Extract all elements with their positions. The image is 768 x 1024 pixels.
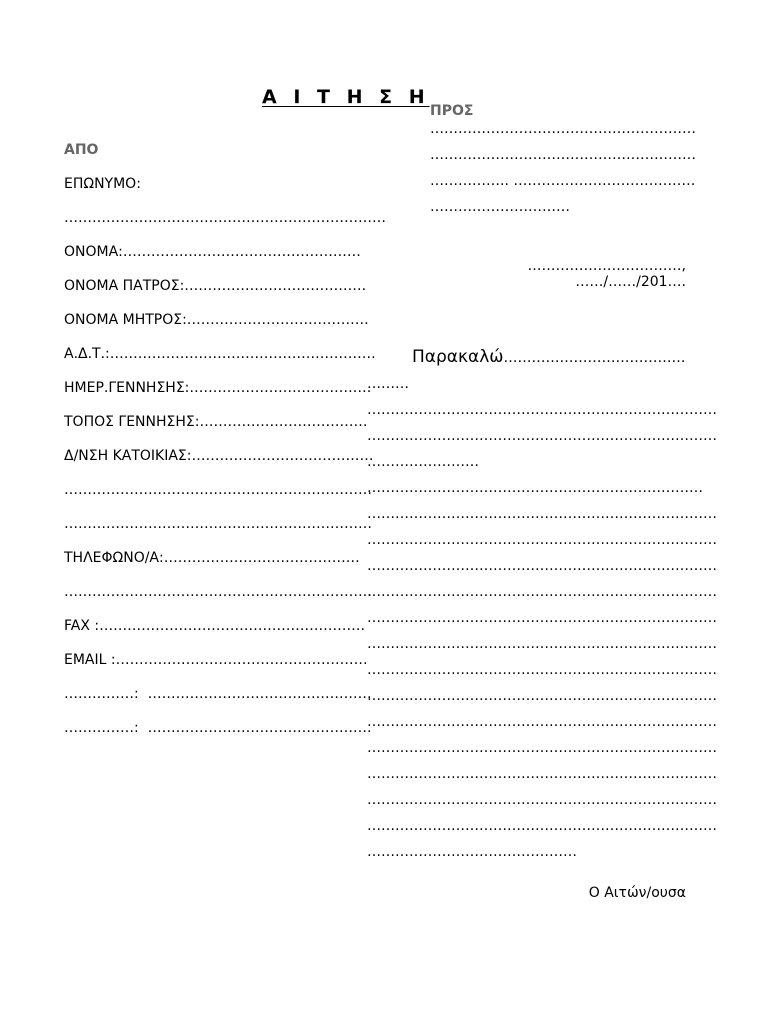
request-line[interactable]: ………………………………………………………………… [367, 584, 717, 600]
request-line[interactable]: ……………………………………………………………… [367, 480, 703, 496]
request-line[interactable]: …………………… [367, 454, 479, 470]
request-intro: Παρακαλώ [412, 347, 504, 367]
request-line[interactable]: ………………………………………………………………… [367, 740, 717, 756]
date-field[interactable]: ……/……/201…. [575, 274, 686, 290]
recipient-line-3[interactable]: …………….. ………………………………… [430, 173, 696, 189]
request-line[interactable]: ………………………………………………………………… [367, 532, 717, 548]
request-line[interactable]: ………………………………………………………………… [367, 558, 717, 574]
request-line[interactable]: ………………………………………………………………… [367, 636, 717, 652]
request-line[interactable]: ………………………………………………………………… [367, 402, 717, 418]
mother-name-field[interactable]: ΟΝΟΜΑ ΜΗΤΡΟΣ:………………………………… [64, 312, 369, 328]
phone-line-2[interactable]: ………………………………………………………… [64, 584, 372, 600]
request-line[interactable]: ……………………………………… [367, 844, 577, 860]
address-line-3[interactable]: ………………………………………………………… [64, 516, 372, 532]
recipient-line-2[interactable]: ………………………………………………… [430, 147, 696, 163]
address-field[interactable]: Δ/ΝΣΗ ΚΑΤΟΙΚΙΑΣ:………………………………… [64, 448, 374, 464]
document-title: Α Ι Τ Η Σ Η [262, 86, 430, 108]
request-line[interactable]: ………………………………………………………………… [367, 610, 717, 626]
place-field[interactable]: ……………………………, [527, 258, 686, 274]
request-line[interactable]: ……… [367, 376, 409, 392]
name-field[interactable]: ΟΝΟΜΑ:…………………………………………… [64, 244, 361, 260]
request-line[interactable]: ………………………………………………………………… [367, 662, 717, 678]
recipient-line-4[interactable]: ………………………… [430, 199, 570, 215]
request-intro-dots[interactable]: ………………………………… [503, 350, 686, 366]
surname-label: ΕΠΩΝΥΜΟ: [64, 176, 141, 192]
email-field[interactable]: EMAIL :……………………………………………… [64, 652, 368, 668]
signature-label: Ο Αιτών/ουσα [588, 885, 686, 901]
request-intro-line [412, 349, 686, 366]
request-line[interactable]: ………………………………………………………………… [367, 688, 717, 704]
birth-date-field[interactable]: ΗΜΕΡ.ΓΕΝΝΗΣΗΣ:………………………………… [64, 380, 372, 396]
birth-place-field[interactable]: ΤΟΠΟΣ ΓΕΝΝΗΣΗΣ:……………………………… [64, 414, 368, 430]
request-line[interactable]: ………………………………………………………………… [367, 714, 717, 730]
father-name-field[interactable]: ΟΝΟΜΑ ΠΑΤΡΟΣ:………………………………… [64, 278, 367, 294]
extra-field-1[interactable]: ……………: ………………………………………… [64, 686, 372, 702]
surname-field[interactable]: …………………………………………………………… [64, 210, 386, 226]
from-heading: ΑΠΟ [64, 142, 99, 158]
recipient-line-1[interactable]: ………………………………………………… [430, 121, 696, 137]
request-line[interactable]: ………………………………………………………………… [367, 792, 717, 808]
request-line[interactable]: ………………………………………………………………… [367, 428, 717, 444]
request-line[interactable]: ………………………………………………………………… [367, 818, 717, 834]
to-heading: ΠΡΟΣ [430, 103, 474, 119]
request-line[interactable]: ………………………………………………………………… [367, 766, 717, 782]
phone-field[interactable]: ΤΗΛΕΦΩΝΟ/Α:…………………………………… [64, 550, 360, 566]
address-line-2[interactable]: ………………………………………………………… [64, 482, 372, 498]
extra-field-2[interactable]: ……………: ………………………………………… [64, 720, 372, 736]
fax-field[interactable]: FAX :………………………………………………… [64, 618, 366, 634]
id-card-field[interactable]: Α.Δ.Τ.:………………………………………………… [64, 346, 376, 362]
request-line[interactable]: ………………………………………………………………… [367, 506, 717, 522]
